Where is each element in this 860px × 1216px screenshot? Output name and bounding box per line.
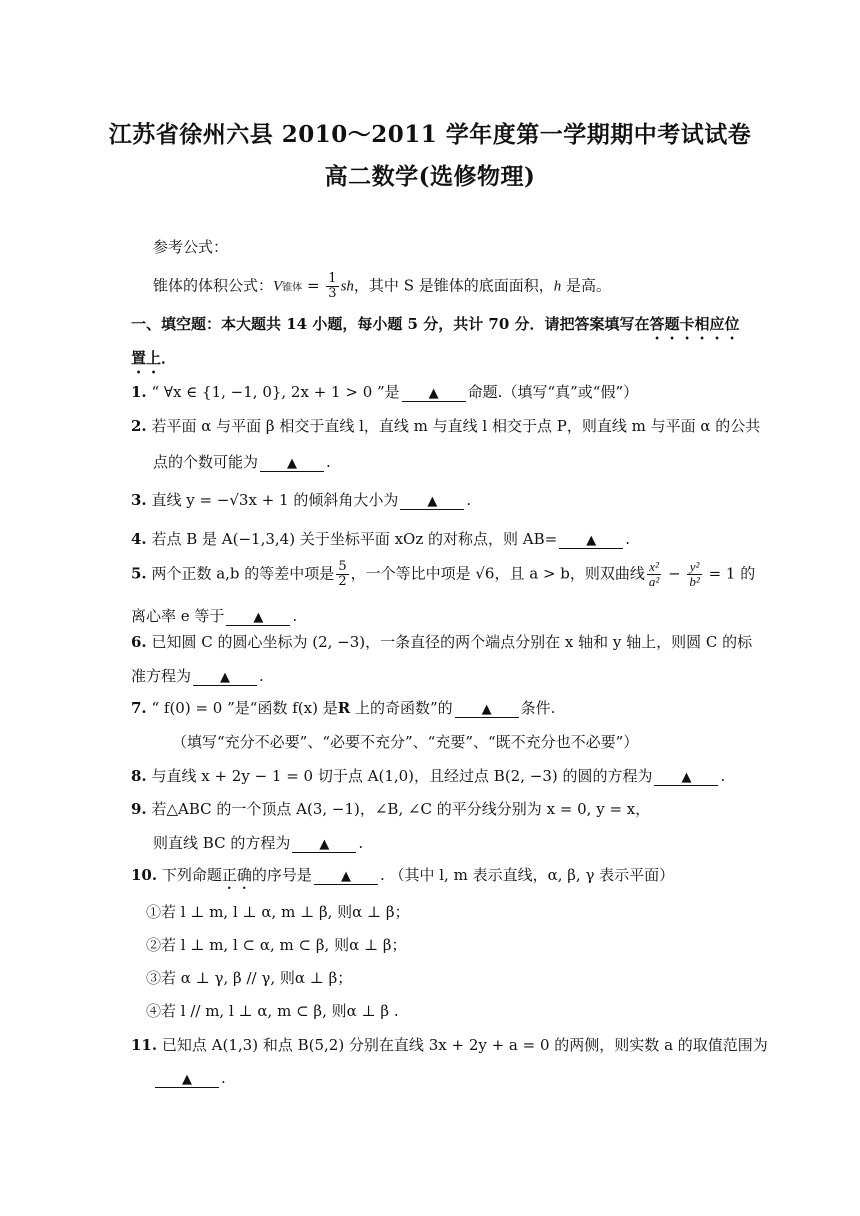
section-heading-cont bbox=[131, 347, 176, 377]
exam-title: 江苏省徐州六县 2010～2011 学年度第一学期期中考试试卷 bbox=[108, 121, 752, 148]
answer-blank bbox=[226, 609, 290, 626]
section-heading-emph: 答题卡相应位 bbox=[649, 315, 740, 333]
question-text: 两个正数 a,b 的等差中项是 bbox=[151, 564, 335, 583]
question-1 bbox=[131, 381, 638, 402]
question-text: 的序号是 bbox=[251, 866, 312, 884]
answer-blank bbox=[400, 493, 464, 510]
fraction-num: 5 bbox=[338, 559, 347, 574]
question-10-item-1: ①若 l ⊥ m, l ⊥ α, m ⊥ β, 则α ⊥ β； bbox=[146, 903, 410, 921]
question-text: 若点 B 是 A(−1,3,4) 关于坐标平面 xOz 的对称点，则 AB= bbox=[151, 530, 558, 548]
question-6-cont bbox=[131, 665, 264, 686]
section-heading-end: ． bbox=[161, 349, 177, 367]
answer-blank bbox=[654, 769, 718, 786]
question-text: 命题.（填写“真”或“假”） bbox=[467, 383, 639, 401]
question-text: 则直线 BC 的方程为 bbox=[153, 834, 291, 852]
question-8 bbox=[131, 765, 725, 786]
emphasis-text: 正确 bbox=[221, 866, 252, 884]
formula-line bbox=[153, 272, 611, 301]
question-9 bbox=[131, 798, 650, 819]
question-number: 8. bbox=[131, 767, 147, 785]
question-text: 下列命题 bbox=[161, 866, 222, 884]
question-4 bbox=[131, 528, 630, 549]
fraction-den: 2 bbox=[338, 574, 347, 589]
question-text: “ f(0) = 0 ”是“函数 f(x) 是 bbox=[151, 699, 338, 717]
question-text: ，一个等比中项是 √6，且 a > b，则双曲线 bbox=[350, 564, 645, 583]
section-heading-emph-2: 置上 bbox=[131, 349, 162, 367]
hyperbola-x-term bbox=[647, 560, 661, 589]
section-heading-text: 一、填空题：本大题共 14 小题，每小题 5 分，共计 70 分．请把答案填写在 bbox=[131, 315, 650, 333]
question-text: 点的个数可能为 bbox=[153, 453, 259, 471]
question-number: 7. bbox=[131, 699, 147, 717]
triangle-marker: ▲ bbox=[340, 869, 351, 884]
formula-desc-b: 是高。 bbox=[561, 276, 612, 295]
answer-blank bbox=[559, 532, 623, 549]
formula-frac-den: 3 bbox=[328, 286, 337, 301]
question-2 bbox=[131, 415, 760, 436]
formula-v-sub: 锥体 bbox=[282, 282, 303, 294]
question-text: 上的奇函数”的 bbox=[350, 699, 453, 717]
question-10-item-3: ③若 α ⊥ γ, β // γ, 则α ⊥ β； bbox=[146, 969, 353, 987]
question-text: 已知圆 C 的圆心坐标为 (2, −3)，一条直径的两个端点分别在 x 轴和 y 轴上，则圆 C 的标 bbox=[151, 633, 753, 651]
question-number: 6. bbox=[131, 633, 147, 651]
question-text: 与直线 x + 2y − 1 = 0 切于点 A(1,0)，且经过点 B(2, −3) 的圆的方程为 bbox=[151, 767, 653, 785]
question-text: 条件. bbox=[520, 699, 556, 717]
formula-fraction bbox=[326, 272, 338, 301]
fraction-num: x² bbox=[647, 560, 661, 575]
formula-eq: = bbox=[302, 276, 325, 295]
triangle-marker: ▲ bbox=[182, 1072, 192, 1087]
triangle-marker: ▲ bbox=[319, 837, 330, 852]
question-text: . bbox=[259, 667, 264, 685]
answer-blank bbox=[260, 455, 324, 472]
question-text: . bbox=[221, 1069, 226, 1087]
question-text: . （其中 l, m 表示直线，α, β, γ 表示平面） bbox=[379, 866, 675, 884]
question-text: 若△ABC 的一个顶点 A(3, −1)，∠B, ∠C 的平分线分别为 x = 0, y = x， bbox=[151, 800, 651, 818]
answer-blank bbox=[455, 701, 519, 718]
minus-sign: − bbox=[663, 564, 686, 583]
question-text: . bbox=[720, 767, 726, 785]
question-text: = 1 的 bbox=[703, 564, 756, 583]
fraction-num: y² bbox=[687, 560, 701, 575]
triangle-marker: ▲ bbox=[253, 610, 264, 625]
triangle-marker: ▲ bbox=[681, 770, 692, 785]
question-text: 已知点 A(1,3) 和点 B(5,2) 分别在直线 3x + 2y + a = 0 的两侧，则实数 a 的取值范围为 bbox=[161, 1036, 768, 1054]
question-6 bbox=[131, 631, 752, 652]
question-text: 若平面 α 与平面 β 相交于直线 l，直线 m 与直线 l 相交于点 P，则直线 m 与平面 α 的公共 bbox=[151, 417, 761, 435]
formula-v: V bbox=[273, 278, 283, 295]
question-text: 准方程为 bbox=[131, 667, 192, 685]
triangle-marker: ▲ bbox=[287, 456, 298, 471]
question-number: 3. bbox=[131, 491, 147, 509]
answer-blank bbox=[402, 385, 466, 402]
question-number: 2. bbox=[131, 417, 147, 435]
question-7-hint: （填写“充分不必要”、“必要不充分”、“充要”、“既不充分也不必要”） bbox=[172, 733, 639, 751]
triangle-marker: ▲ bbox=[481, 702, 492, 717]
formula-sh: sh bbox=[340, 278, 354, 295]
question-11 bbox=[131, 1034, 768, 1055]
question-text: . bbox=[358, 834, 364, 852]
triangle-marker: ▲ bbox=[220, 670, 231, 685]
question-10-item-4: ④若 l // m, l ⊥ α, m ⊂ β, 则α ⊥ β . bbox=[146, 1002, 399, 1020]
question-text: . bbox=[466, 491, 472, 509]
question-text: . bbox=[625, 530, 630, 548]
answer-blank bbox=[314, 868, 378, 885]
question-3 bbox=[131, 489, 471, 510]
question-5 bbox=[131, 560, 755, 589]
question-text: 离心率 e 等于 bbox=[131, 607, 225, 625]
question-number: 11. bbox=[131, 1036, 158, 1054]
formula-label: 参考公式： bbox=[153, 238, 229, 256]
answer-blank bbox=[193, 669, 257, 686]
triangle-marker: ▲ bbox=[428, 386, 439, 401]
question-text: . bbox=[326, 453, 331, 471]
formula-h: h bbox=[553, 278, 562, 295]
question-11-cont bbox=[153, 1069, 226, 1088]
question-text: “ ∀x ∈ {1, −1, 0}, 2x + 1 > 0 ”是 bbox=[151, 383, 400, 401]
triangle-marker: ▲ bbox=[427, 494, 438, 509]
question-10-item-2: ②若 l ⊥ m, l ⊂ α, m ⊂ β, 则α ⊥ β； bbox=[146, 936, 407, 954]
bold-r: R bbox=[337, 699, 351, 717]
question-7 bbox=[131, 697, 555, 718]
answer-blank bbox=[155, 1071, 219, 1088]
fraction-five-halves bbox=[336, 560, 348, 589]
question-9-cont bbox=[153, 832, 363, 853]
question-text: . bbox=[292, 607, 298, 625]
question-number: 4. bbox=[131, 530, 147, 548]
section-heading bbox=[131, 313, 740, 343]
formula-desc-a: ，其中 S 是锥体的底面面积， bbox=[353, 276, 554, 295]
question-number: 5. bbox=[131, 564, 147, 583]
fraction-den: b² bbox=[689, 574, 700, 589]
formula-intro: 锥体的体积公式： bbox=[153, 276, 274, 295]
question-5-cont bbox=[131, 605, 297, 626]
question-number: 1. bbox=[131, 383, 147, 401]
answer-blank bbox=[292, 836, 356, 853]
question-text: 直线 y = −√3x + 1 的倾斜角大小为 bbox=[151, 491, 399, 509]
formula-frac-num: 1 bbox=[328, 271, 337, 286]
question-10 bbox=[131, 864, 674, 893]
hyperbola-y-term bbox=[687, 560, 701, 589]
triangle-marker: ▲ bbox=[586, 533, 597, 548]
exam-subtitle: 高二数学(选修物理) bbox=[324, 163, 536, 190]
question-2-cont bbox=[153, 451, 331, 472]
question-number: 10. bbox=[131, 866, 158, 884]
fraction-den: a² bbox=[648, 574, 660, 589]
question-number: 9. bbox=[131, 800, 147, 818]
